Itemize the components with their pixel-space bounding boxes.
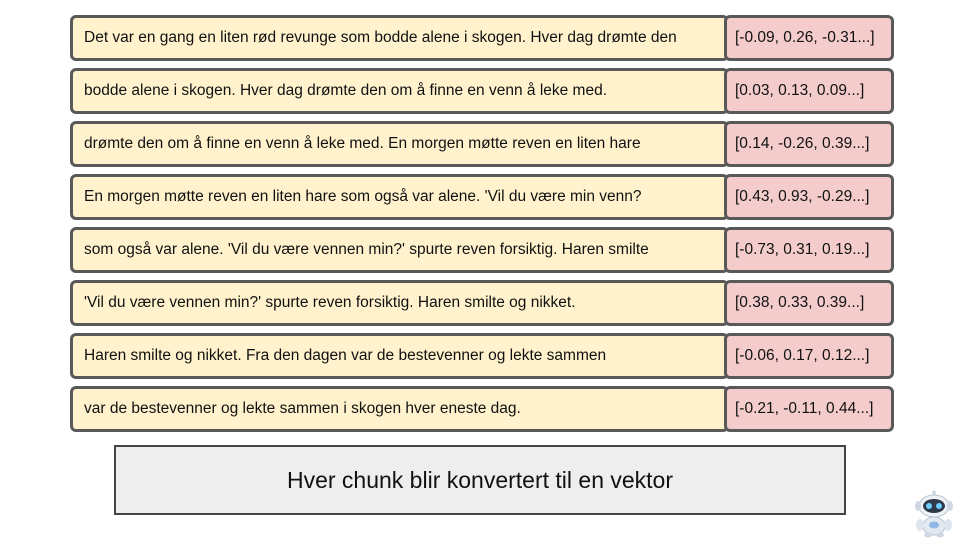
- embedding-vector: [-0.73, 0.31, 0.19...]: [724, 227, 894, 273]
- text-chunk: Det var en gang en liten rød revunge som bodde alene i skogen. Hver dag drømte den: [70, 15, 729, 61]
- text-chunk: 'Vil du være vennen min?' spurte reven forsiktig. Haren smilte og nikket.: [70, 280, 729, 326]
- chunk-row: [70, 121, 890, 167]
- embedding-vector: [0.38, 0.33, 0.39...]: [724, 280, 894, 326]
- chunk-row: [70, 333, 890, 379]
- embedding-vector: [0.43, 0.93, -0.29...]: [724, 174, 894, 220]
- chunk-row: [70, 174, 890, 220]
- chunk-row: [70, 386, 890, 432]
- text-chunk: Haren smilte og nikket. Fra den dagen var de bestevenner og lekte sammen: [70, 333, 729, 379]
- embedding-vector: [0.03, 0.13, 0.09...]: [724, 68, 894, 114]
- embedding-vector: [0.14, -0.26, 0.39...]: [724, 121, 894, 167]
- chunk-row: [70, 15, 890, 61]
- chunk-list: [70, 15, 890, 439]
- text-chunk: bodde alene i skogen. Hver dag drømte den om å finne en venn å leke med.: [70, 68, 729, 114]
- text-chunk: som også var alene. 'Vil du være vennen min?' spurte reven forsiktig. Haren smilte: [70, 227, 729, 273]
- embedding-vector: [-0.21, -0.11, 0.44...]: [724, 386, 894, 432]
- text-chunk: drømte den om å finne en venn å leke med. En morgen møtte reven en liten hare: [70, 121, 729, 167]
- text-chunk: var de bestevenner og lekte sammen i skogen hver eneste dag.: [70, 386, 729, 432]
- chunk-row: [70, 68, 890, 114]
- text-chunk: En morgen møtte reven en liten hare som også var alene. 'Vil du være min venn?: [70, 174, 729, 220]
- embedding-vector: [-0.06, 0.17, 0.12...]: [724, 333, 894, 379]
- embedding-vector: [-0.09, 0.26, -0.31...]: [724, 15, 894, 61]
- chunk-row: [70, 280, 890, 326]
- robot-icon: [912, 490, 956, 538]
- chunk-row: [70, 227, 890, 273]
- caption-box: Hver chunk blir konvertert til en vektor: [114, 445, 846, 515]
